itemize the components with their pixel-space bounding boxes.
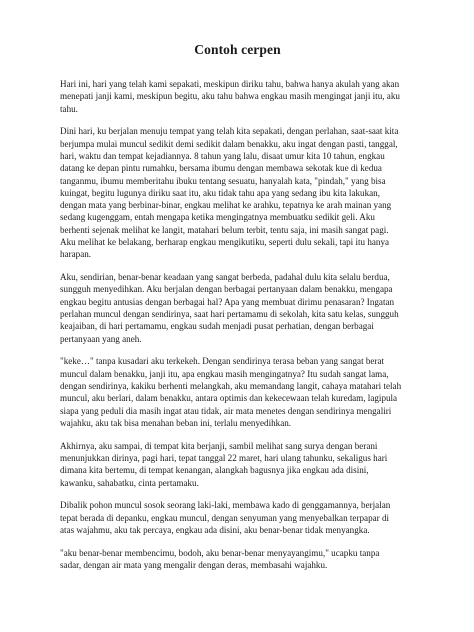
story-paragraph (60, 271, 415, 345)
text-line: engkau begitu antusias dengan berbagai hal? Apa yang membuat dirimu penasaran? Ingatan (60, 296, 395, 307)
text-line: Dini hari, ku berjalan menuju tempat yang telah kita sepakati, dengan perlahan, saat-saat kita (60, 126, 399, 137)
text-line: Hari ini, hari yang telah kami sepakati, meskipun diriku tahu, bahwa hanya akulah yang akan (60, 79, 400, 89)
text-line: sedang kugenggam, entah mengapa ketika mengingatnya membuatku sedikit geli. Aku (60, 212, 375, 223)
text-line: siapa yang peduli dia masih ingat atau tidak, air mata menetes dengan sendirinya mengaliri (60, 405, 392, 416)
story-paragraph (60, 355, 415, 429)
text-line: muncul, aku berlari, dalam benakku, antara optimis dan kekecewaan telah kuredam, lagipula (60, 393, 398, 404)
text-line: hari, waktu dan tempat kejadiannya. 8 tahun yang lalu, disaat umur kita 10 tahun, engkau (60, 150, 385, 161)
text-line: Aku, sendirian, benar-benar keadaan yang sangat berbeda, padahal dulu kita selalu berdua, (60, 272, 390, 283)
text-line: berjumpa mulai muncul sedikit demi sedikit dalam benakku, aku ingat dengan pasti, tanggal, (60, 138, 398, 149)
story-paragraph (60, 499, 415, 536)
story-paragraph (60, 78, 415, 115)
text-line: dengan mata yang berbinar-binar, engkau melihat ke arahku, tepatnya ke arah mainan yang (60, 200, 392, 211)
text-line: sungguh menyedihkan. Aku berjalan dengan berbagai pertanyaan dalam benakku, mengapa (60, 284, 393, 295)
text-line: dimana kita bertemu, di tempat kenangan, alangkah bagusnya jika engkau ada disini, (60, 465, 369, 476)
text-line: keajaiban, di hari pertamamu, engkau sudah menjadi pusat perhatian, dengan berbagai (60, 321, 374, 332)
text-line: berhenti sejenak melihat ke langit, matahari belum terbit, tentu saja, ini masih sangat pagi. (60, 224, 389, 235)
document-title: Contoh cerpen (194, 42, 281, 57)
text-line: Akhirnya, aku sampai, di tempat kita berjanji, sambil melihat sang surya dengan berani (60, 440, 378, 451)
text-line: Dibalik pohon muncul sosok seorang laki-laki, membawa kado di genggamannya, berjalan (60, 500, 391, 511)
text-line: tepat berada di depanku, engkau muncul, dengan senyuman yang menyebalkan terpapar di (60, 512, 390, 523)
story-paragraph (60, 440, 415, 489)
text-line: sadar, dengan air mata yang mengalir dengan deras, membasahi wajahku. (60, 560, 328, 571)
text-line: tahu. (60, 103, 78, 114)
text-line: muncul dalam benakku, janji itu, apa engkau masih mengingatnya? Itu sudah sangat lama, (60, 368, 389, 379)
text-line: Aku melihat ke belakang, berharap engkau mengikutiku, seperti dulu sekali, tapi itu hanya (60, 237, 390, 248)
text-line: atas wajahmu, aku tak percaya, engkau ada disini, aku benar-benar tidak menyangka. (60, 525, 370, 535)
story-body (60, 78, 415, 571)
text-line: wajahku, aku tak bisa menahan beban ini, terlalu menyedihkan. (60, 417, 292, 428)
text-line: pertanyaan yang aneh. (60, 333, 142, 344)
text-line: dengan sendirinya, kakiku berhenti melangkah, aku memandang langit, cahaya matahari telah (60, 381, 402, 392)
text-line: "keke…" tanpa kusadari aku terkekeh. Dengan sendirinya terasa beban yang sangat berat (60, 356, 385, 367)
text-line: datang ke depan pintu rumahku, bersama ibumu dengan membawa sekotak kue di kedua (60, 163, 382, 174)
text-line: menepati janji kami, meskipun begitu, aku tahu bahwa engkau masih mengingat janji itu, aku (60, 91, 400, 102)
story-paragraph (60, 125, 415, 260)
text-line: perlahan muncul dengan sendirinya, saat hari pertamamu di sekolah, kita satu kelas, sungguh (60, 309, 399, 320)
text-line: harapan. (60, 249, 92, 260)
text-line: kawanku, sahabatku, cinta pertamaku. (60, 477, 199, 488)
text-line: kuingat, begitu lugunya diriku saat itu, aku tidak tahu apa yang sedang ibu kita lakukan, (60, 187, 380, 198)
story-paragraph (60, 547, 415, 572)
text-line: menunjukkan dirinya, pagi hari, tepat tanggal 22 maret, hari ulang tahunku, sekaligus hari (60, 453, 388, 464)
text-line: "aku benar-benar membencimu, bodoh, aku benar-benar menyayangimu," ucapku tanpa (60, 547, 380, 558)
text-line: tanganmu, ibumu memberitahu ibuku tentang sesuatu, hanyalah kata, "pindah," yang bisa (60, 175, 386, 186)
